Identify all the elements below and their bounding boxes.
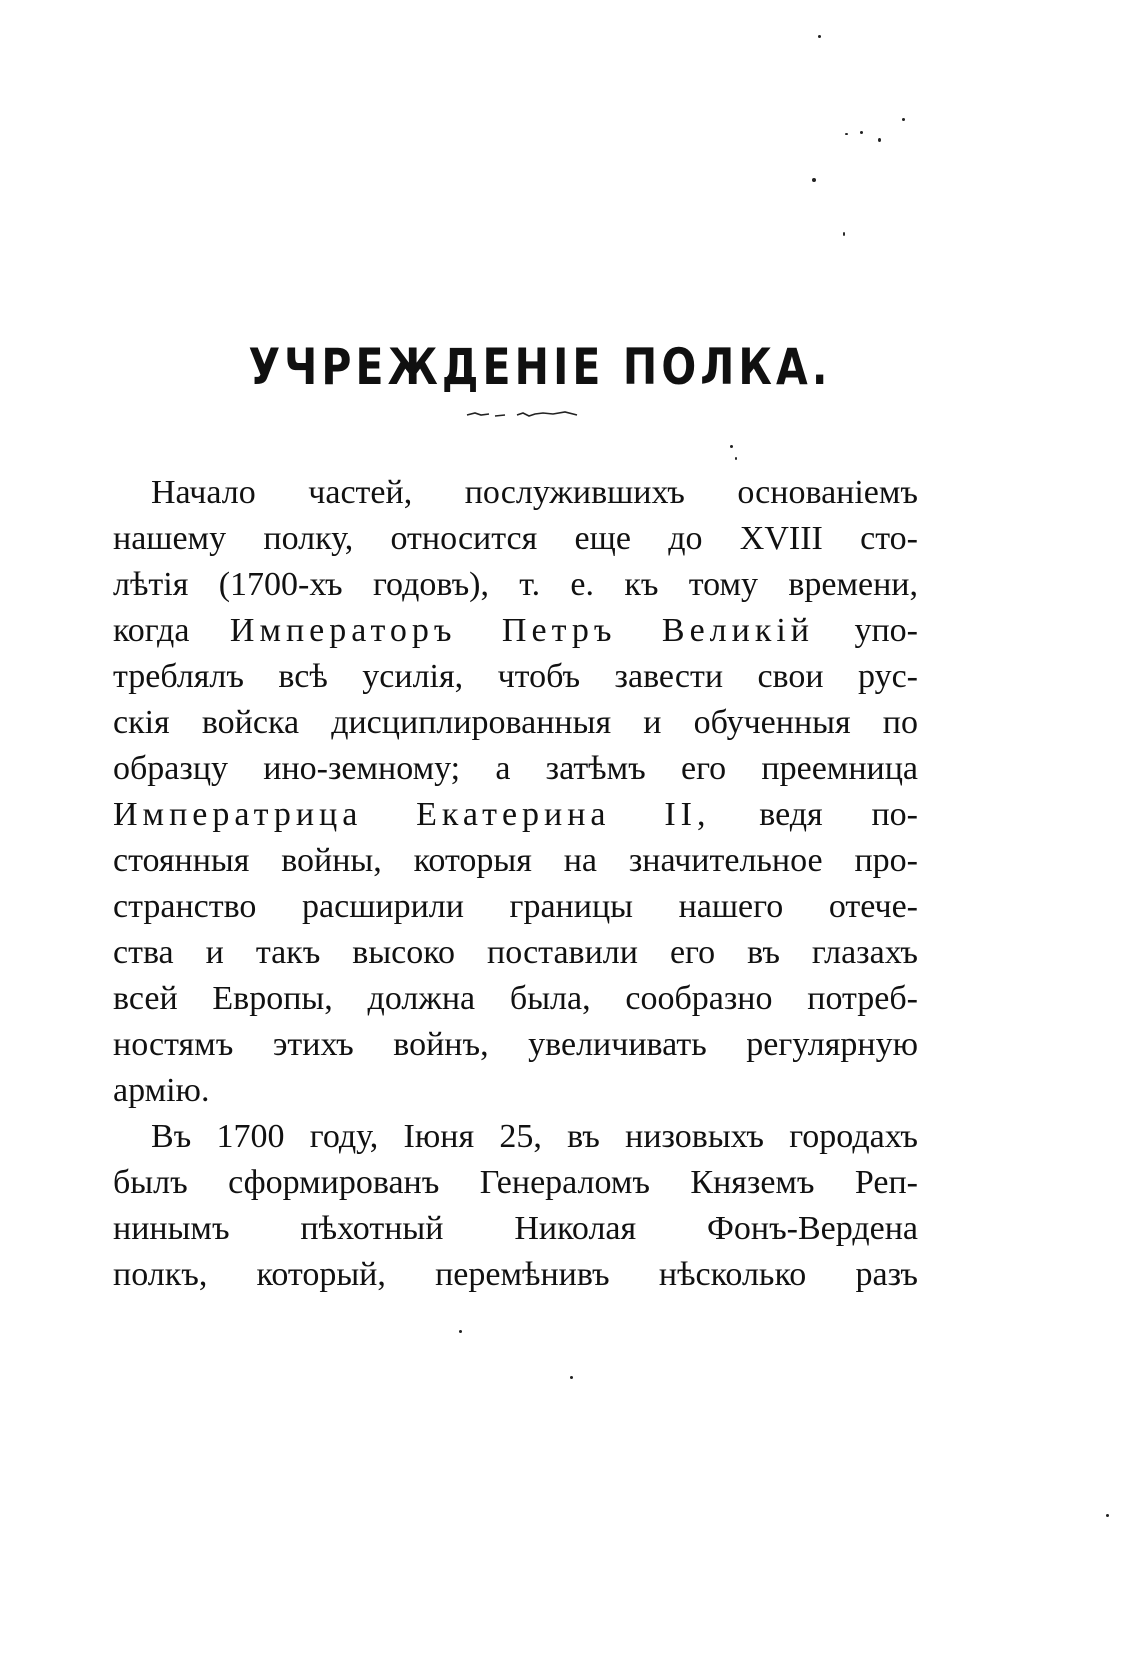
text-fragment: когда [113, 612, 190, 649]
text-fragment: ведя по- [759, 796, 919, 833]
text-line: нашему полку, относится еще до XVIII сто- [113, 520, 918, 557]
print-speck [735, 457, 737, 460]
text-line: стоянныя войны, которыя на значительное про- [113, 842, 918, 879]
print-speck [818, 35, 821, 38]
text-line: треблялъ всѣ усилія, чтобъ завести свои рус- [113, 658, 918, 695]
text-line: Въ 1700 году, Іюня 25, въ низовыхъ городахъ [151, 1118, 918, 1155]
text-fragment: упо- [854, 612, 918, 649]
emphasized-name: Императрица Екатерина II, [113, 796, 711, 833]
text-line [113, 792, 918, 838]
print-speck [1106, 1514, 1109, 1517]
print-speck [860, 131, 863, 134]
text-line [113, 608, 918, 654]
text-line: лѣтія (1700-хъ годовъ), т. е. къ тому времени, [113, 566, 918, 603]
print-speck [812, 178, 816, 182]
title-ornament [465, 403, 585, 423]
print-speck [902, 118, 905, 121]
text-line: скія войска дисциплированныя и обученныя по [113, 704, 918, 741]
print-speck [459, 1330, 462, 1333]
emphasized-name: Императоръ Петръ Великій [229, 612, 814, 649]
text-line: былъ сформированъ Генераломъ Княземъ Реп- [113, 1164, 918, 1201]
text-line: ства и такъ высоко поставили его въ глазахъ [113, 934, 918, 971]
text-line: армію. [113, 1072, 210, 1109]
text-line: полкъ, который, перемѣнивъ нѣсколько разъ [113, 1256, 918, 1293]
main-text [113, 470, 918, 1298]
text-line: всей Европы, должна была, сообразно потреб- [113, 980, 918, 1017]
chapter-title: УЧРЕЖДЕНІЕ ПОЛКА. [248, 338, 832, 396]
print-speck [570, 1376, 573, 1379]
text-line: Начало частей, послужившихъ основаніемъ [151, 474, 918, 511]
print-speck [843, 232, 845, 236]
print-speck [878, 138, 881, 142]
text-line: ностямъ этихъ войнъ, увеличивать регулярную [113, 1026, 918, 1063]
print-speck [845, 133, 848, 135]
text-line: нинымъ пѣхотный Николая Фонъ-Вердена [113, 1210, 918, 1247]
print-speck [730, 445, 733, 448]
text-line: образцу ино-земному; а затѣмъ его преемница [113, 750, 918, 787]
text-line: странство расширили границы нашего отече- [113, 888, 918, 925]
